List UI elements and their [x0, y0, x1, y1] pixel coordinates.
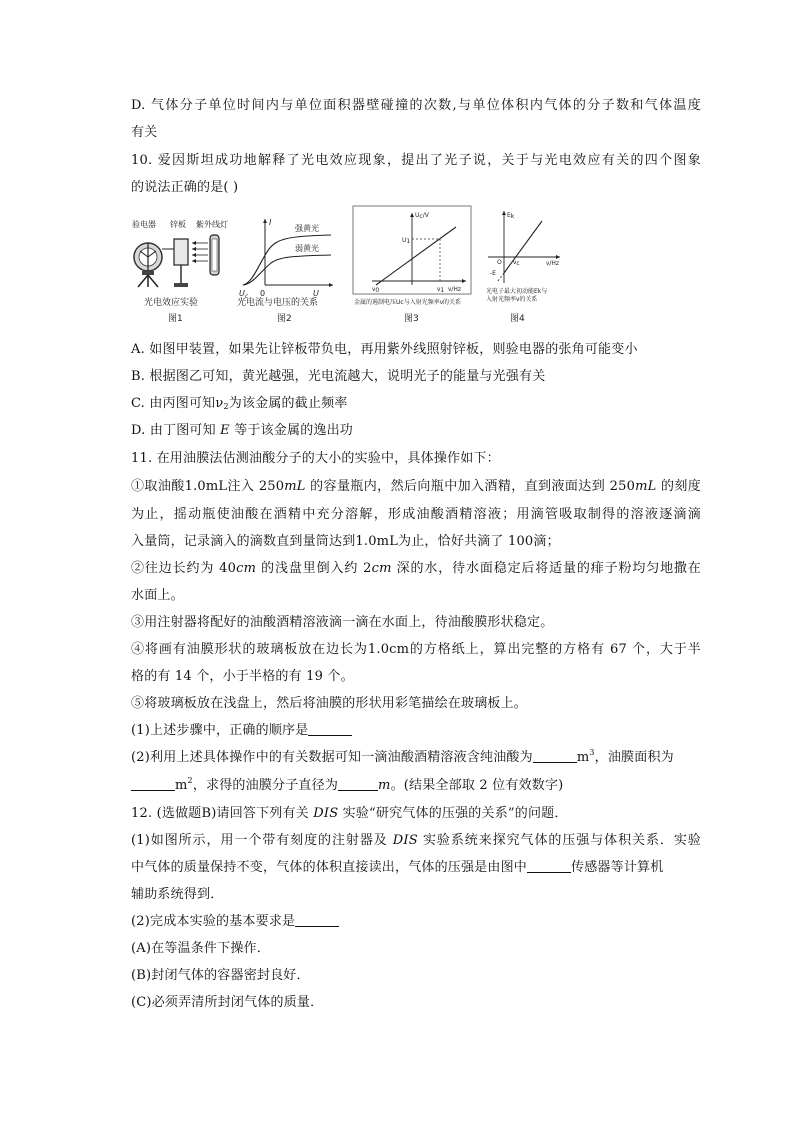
- q12-choice-b: (B)封闭气体的容器密封良好．: [131, 968, 310, 983]
- fig4-caption-line2: 入射光频率ν的关系: [486, 296, 538, 303]
- q12-sub1-line2: 中气体的质量保持不变，气体的体积直接读出，气体的压强是由图中 传感器等计算机: [131, 860, 664, 875]
- q11-sub1: (1)上述步骤中，正确的顺序是: [131, 721, 701, 741]
- q11-step3: ③用注射器将配好的油酸酒精溶液滴一滴在水面上，待油酸膜形状稳定。: [131, 615, 554, 630]
- q11-step1-line3: 入量筒，记录滴入的滴数直到量筒达到1.0mL为止，恰好共滴了 100滴；: [131, 534, 560, 549]
- uv-lamp-icon: [210, 235, 219, 275]
- fig4-axis-x: ν/Hz: [546, 260, 560, 267]
- q11-step2-line1: ②往边长约为 40cm 的浅盘里倒入约 2cm 深的水，待水面稳定后将适量的痱子粉均匀地撒在: [131, 561, 701, 576]
- fig1-label-electroscope: 验电器: [132, 220, 156, 229]
- q12-choice-c: (C)必须弄清所封闭气体的质量．: [131, 995, 324, 1010]
- q11-sub2-line2: $m^2$，求得的油膜分子直径为 m。(结果全部取 2 位有效数字): [131, 776, 701, 796]
- fig3-tick-nu1: ν1: [437, 286, 445, 294]
- answer-blank-sensor[interactable]: [527, 859, 571, 873]
- fig1-label-zinc: 锌板: [170, 220, 186, 229]
- q10-stem-line1: 10. 爱因斯坦成功地解释了光电效应现象，提出了光子说，关于与光电效应有关的四个图象: [131, 153, 701, 168]
- fig3-number: 图3: [404, 314, 419, 324]
- q11-step1-line2: 为止，摇动瓶使油酸在酒精中充分溶解，形成油酸酒精溶液；用滴管吸取制得的溶液逐滴滴: [131, 507, 701, 522]
- figure-3-stopping-voltage: [352, 205, 472, 325]
- fig4-caption-line1: 光电子最大初动能Ek与: [486, 288, 548, 295]
- answer-blank-film-area[interactable]: [131, 777, 175, 791]
- q9-option-d-line2: 有关: [131, 125, 158, 140]
- q11-step1-line1: ①取油酸1.0mL注入 250mL 的容量瓶内，然后向瓶中加入酒精，直到液面达到 250mL 的刻度: [131, 479, 701, 494]
- electroscope-icon: [134, 243, 162, 287]
- fig1-label-uv-lamp: 紫外线灯: [196, 220, 228, 229]
- q10-option-d: D. 由丁图可知 E 等于该金属的逸出功: [131, 423, 354, 438]
- fig4-axis-y: Ek: [507, 212, 515, 220]
- q12-sub1-line1: (1)如图所示，用一个带有刻度的注射器及 DIS 实验系统来探究气体的压强与体积关系．实验: [131, 833, 701, 848]
- q10-option-c: C. 由丙图可知$\nu_2$为该金属的截止频率: [131, 396, 348, 411]
- fig1-caption: 光电效应实验: [144, 298, 199, 308]
- fig2-caption: 光电流与电压的关系: [237, 298, 319, 308]
- fig2-axis-i: I: [269, 218, 272, 227]
- fig3-tick-u1: U1: [402, 237, 411, 245]
- fig3-axis-x: ν/Hz: [448, 286, 462, 293]
- q12-sub1-line3: 辅助系统得到．: [131, 887, 224, 902]
- figure-4-kinetic-energy: [484, 205, 564, 325]
- fig2-label-strong: 强黄光: [295, 224, 319, 233]
- answer-blank-order[interactable]: [308, 722, 352, 736]
- q11-step4-line2: 格的有 14 个，小于半格的有 19 个。: [131, 669, 354, 684]
- q12-stem: 12. (选做题B)请回答下列有关 DIS 实验“研究气体的压强的关系”的问题．: [131, 806, 568, 821]
- uv-arrows-icon: [192, 241, 208, 263]
- answer-blank-requirements[interactable]: [295, 913, 339, 927]
- q12-sub2: (2)完成本实验的基本要求是: [131, 912, 701, 932]
- q11-step2-line2: 水面上。: [131, 588, 184, 603]
- q10-option-b: B. 根据图乙可知，黄光越强，光电流越大，说明光子的能量与光强有关: [131, 369, 546, 384]
- fig2-label-weak: 弱黄光: [295, 244, 319, 253]
- fig4-tick-nuc: νc: [513, 259, 520, 267]
- fig2-origin: 0: [260, 289, 266, 298]
- fig2-axis-u: U: [313, 289, 319, 298]
- fig1-number: 图1: [168, 314, 183, 324]
- fig3-tick-nu0: ν0: [372, 286, 380, 294]
- fig2-number: 图2: [277, 314, 292, 324]
- q11-step4-line1: ④将画有油膜形状的玻璃板放在边长为1.0cm的方格纸上，算出完整的方格有 67 个，大于半: [131, 642, 701, 657]
- fig3-caption: 金属的遏制电压Uc与入射光频率ν的关系: [354, 299, 462, 306]
- fig4-tick-e: -E: [490, 270, 496, 277]
- fig4-origin: O: [497, 259, 502, 266]
- fig3-axis-y: Uc/V: [415, 212, 429, 220]
- figure-2-current-voltage: [235, 205, 335, 325]
- q10-option-a: A. 如图甲装置，如果先让锌板带负电，再用紫外线照射锌板，则验电器的张角可能变小: [131, 342, 638, 357]
- q12-choice-a: (A)在等温条件下操作．: [131, 941, 270, 956]
- q11-stem: 11. 在用油膜法估测油酸分子的大小的实验中，具体操作如下：: [131, 451, 500, 466]
- q11-sub2-line1: (2)利用上述具体操作中的有关数据可知一滴油酸酒精溶液含纯油酸为 $m^3$，油膜面积为: [131, 748, 674, 765]
- figure-1-photoelectric-experiment: [130, 205, 230, 325]
- fig2-axis-uc: $U_c$: [239, 289, 249, 300]
- fig4-number: 图4: [510, 314, 525, 324]
- q10-stem-line2: 的说法正确的是( ): [131, 180, 239, 195]
- q11-step5: ⑤将玻璃板放在浅盘上，然后将油膜的形状用彩笔描绘在玻璃板上。: [131, 696, 528, 711]
- q9-option-d-line1: D. 气体分子单位时间内与单位面积器壁碰撞的次数,与单位体积内气体的分子数和气体温度: [131, 98, 701, 113]
- zinc-plate-icon: [162, 239, 188, 287]
- answer-blank-molecule-diameter[interactable]: [338, 777, 378, 791]
- answer-blank-oleic-volume[interactable]: [533, 749, 577, 763]
